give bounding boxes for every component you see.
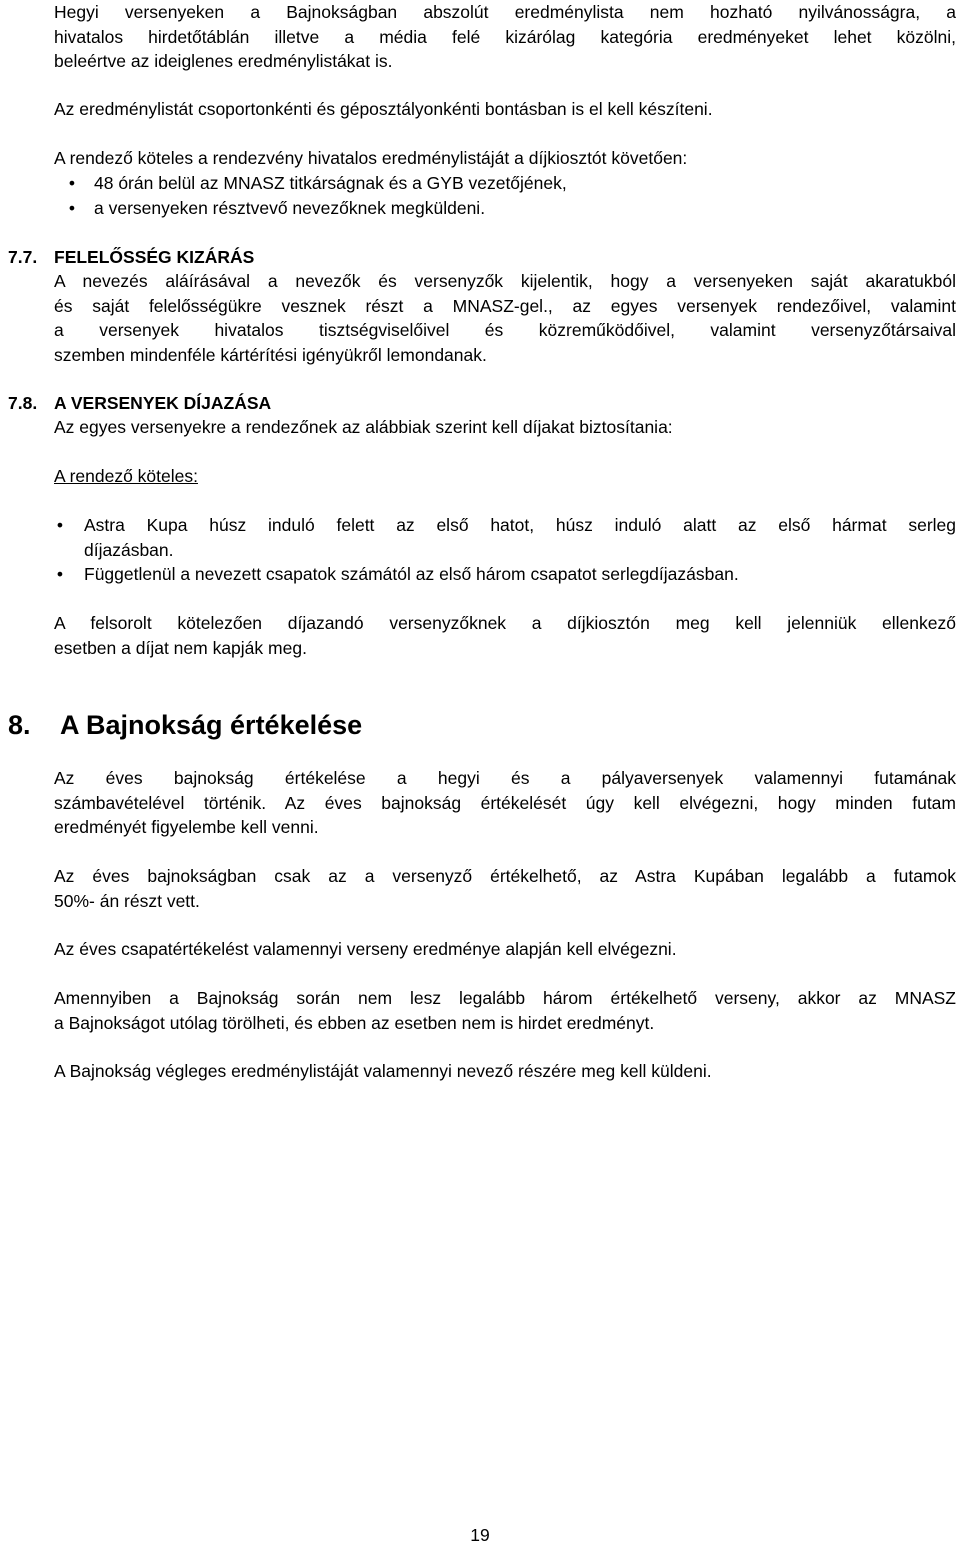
section-heading-7-8 (8, 391, 271, 416)
list-item-text: díjazásban. (84, 539, 174, 560)
list-item-text: 48 órán belül az MNASZ titkárságnak és a GYB vezetőjének, (94, 173, 567, 193)
text-line: Az éves bajnokságban csak az a versenyző értékelhető, az Astra Kupában legalább a futamok (54, 866, 956, 886)
list-item (64, 171, 956, 196)
page-number: 19 (470, 1525, 490, 1545)
text-line: számbavételével történik. Az éves bajnokság értékelését úgy kell elvégezni, hogy minden futam (54, 792, 956, 813)
paragraph-results-breakdown (54, 97, 956, 122)
list-item (64, 196, 956, 221)
paragraph-evaluation-5 (54, 1059, 956, 1084)
paragraph-organizer-duties (54, 146, 956, 171)
paragraph-evaluation-2 (54, 864, 956, 913)
text-line: beleértve az ideiglenes eredménylistákat is. (54, 51, 393, 71)
text-line: a Bajnokságot utólag törölheti, és ebben az esetben nem is hirdet eredményt. (54, 1012, 655, 1033)
bullet-icon: • (68, 197, 76, 218)
text-line: Az éves csapatértékelést valamennyi verseny eredménye alapján kell elvégezni. (54, 939, 677, 959)
text-line: hivatalos hirdetőtáblán illetve a média felé kizárólag kategória eredményeket lehet közölni, (54, 26, 956, 47)
text-line: A nevezés aláírásával a nevezők és versenyzők kijelentik, hogy a versenyeken saját akaratukból (54, 271, 956, 291)
section-title: FELELŐSSÉG KIZÁRÁS (54, 247, 255, 267)
text-line: és saját felelősségükre vesznek részt a MNASZ-gel., az egyes versenyek rendezőivel, valamint (54, 295, 956, 316)
text-line: Az éves bajnokság értékelése a hegyi és a pályaversenyek valamennyi futamának (54, 768, 956, 788)
text-line: Amennyiben a Bajnokság során nem lesz legalább három értékelhető verseny, akkor az MNASZ (54, 988, 956, 1008)
bullet-icon: • (56, 515, 64, 535)
text-line: Az egyes versenyekre a rendezőnek az alábbiak szerint kell díjakat biztosítania: (54, 417, 673, 437)
list-item-text: a versenyeken résztvevő nevezőknek megküldeni. (94, 197, 486, 218)
text-line: A rendező köteles a rendezvény hivatalos eredménylistáját a díjkiosztót követően: (54, 148, 688, 168)
paragraph-liability-waiver (54, 269, 956, 367)
paragraph-results-publicity (54, 0, 956, 74)
subheading-organizer-obliged (54, 464, 956, 489)
section-heading-7-7 (8, 245, 254, 270)
bullet-icon: • (56, 564, 64, 584)
chapter-number: 8. (8, 710, 31, 740)
text-line: szemben mindenféle kártérítési igényükről lemondanak. (54, 344, 487, 365)
text-line: A rendező köteles: (54, 466, 198, 486)
section-title: A VERSENYEK DÍJAZÁSA (54, 393, 272, 413)
bullet-list-deadlines (64, 171, 956, 220)
paragraph-evaluation-3 (54, 937, 956, 962)
text-line: Az eredménylistát csoportonkénti és géposztályonkénti bontásban is el kell készíteni. (54, 99, 713, 119)
bullet-list-prizes (54, 513, 956, 587)
list-item-text: Függetlenül a nevezett csapatok számától az első három csapatot serlegdíjazásban. (84, 564, 739, 584)
bullet-icon: • (68, 173, 76, 193)
text-line: a versenyek hivatalos tisztségviselőivel és közreműködőivel, valamint versenyzőtársaival (54, 320, 956, 340)
list-item-text: Astra Kupa húsz induló felett az első hatot, húsz induló alatt az első hármat serleg (84, 515, 956, 535)
paragraph-evaluation-1 (54, 766, 956, 840)
list-item (54, 513, 956, 562)
paragraph-prizes-intro (54, 415, 956, 440)
text-line: A felsorolt kötelezően díjazandó versenyzőknek a díjkiosztón meg kell jelenniük ellenkező (54, 613, 956, 633)
text-line: A Bajnokság végleges eredménylistáját valamennyi nevező részére meg kell küldeni. (54, 1061, 712, 1081)
list-item (54, 562, 956, 587)
paragraph-prize-attendance (54, 611, 956, 660)
text-line: eredményét figyelembe kell venni. (54, 817, 319, 837)
text-line: 50%- án részt vett. (54, 890, 200, 911)
text-line: esetben a díjat nem kapják meg. (54, 637, 307, 658)
text-line: Hegyi versenyeken a Bajnokságban abszolút eredménylista nem hozható nyilvánosságra, a (54, 2, 956, 22)
section-number: 7.7. (8, 247, 38, 267)
section-number: 7.8. (8, 393, 38, 413)
chapter-title: A Bajnokság értékelése (60, 710, 363, 740)
paragraph-evaluation-4 (54, 986, 956, 1035)
chapter-heading-8 (8, 707, 362, 743)
